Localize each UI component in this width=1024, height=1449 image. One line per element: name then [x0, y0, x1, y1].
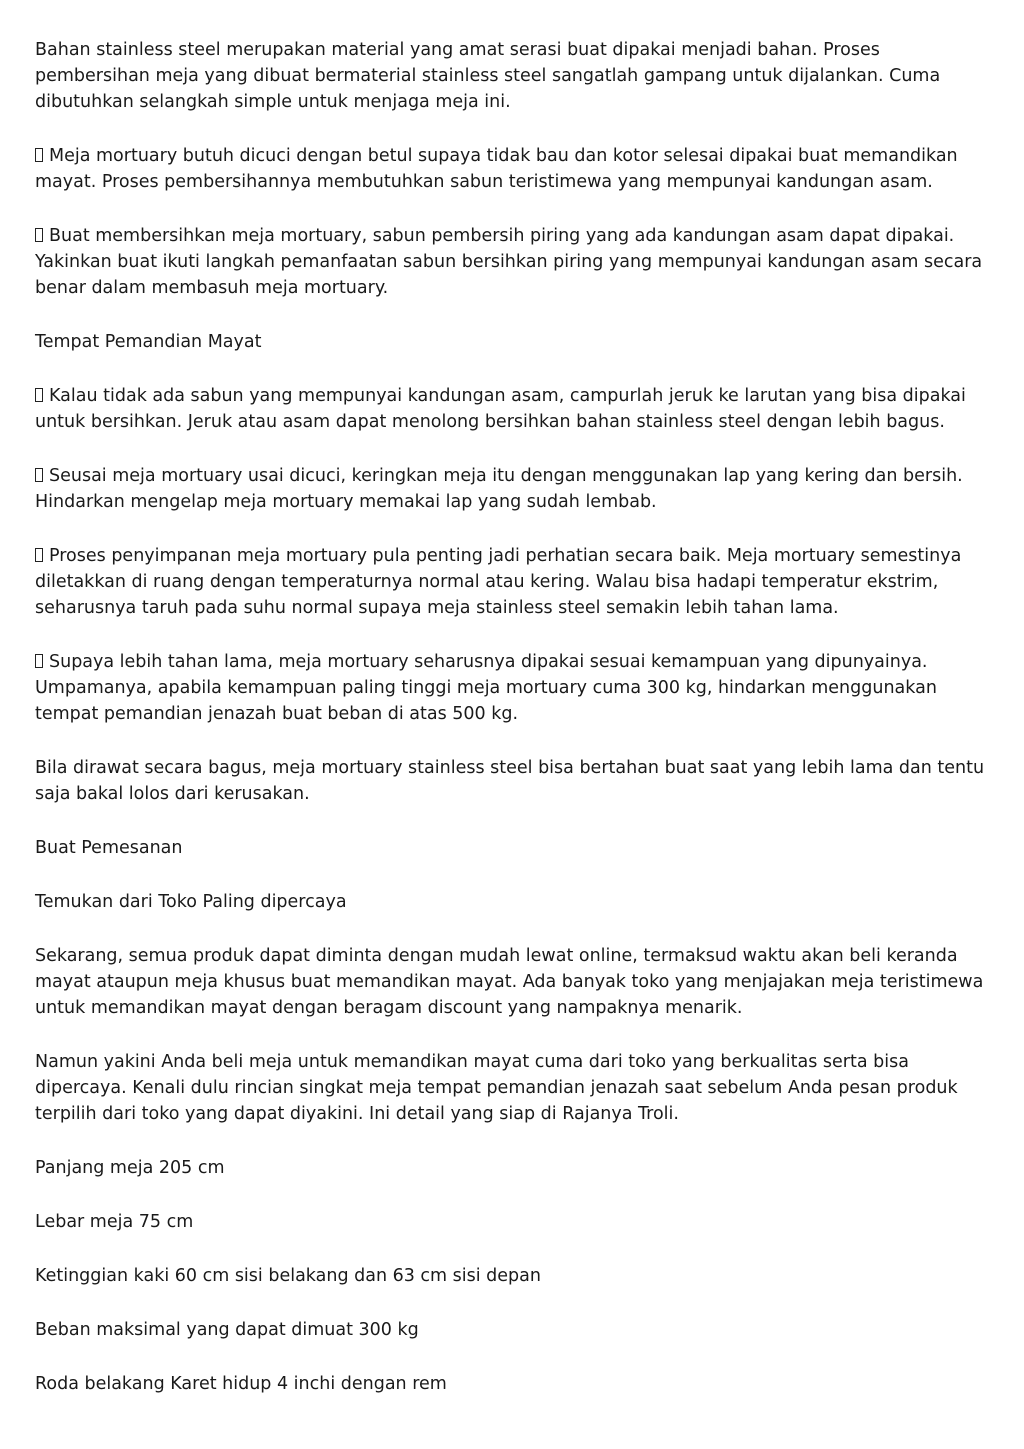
missing-glyph-icon: [35, 388, 43, 402]
bullet-text: Buat membersihkan meja mortuary, sabun pembersih piring yang ada kandungan asam dapat dipakai. Yakinkan buat ikuti langkah pemanfaatan sabun bersihkan piring yang mempunyai kandungan asam secara benar dalam membasuh meja mortuary.: [35, 226, 983, 298]
bullet-paragraph: [35, 463, 995, 515]
spec-line: Panjang meja 205 cm: [35, 1158, 225, 1178]
bullet-paragraph: [35, 223, 995, 301]
bullet-paragraph: [35, 543, 995, 621]
bullet-paragraph: [35, 143, 995, 195]
bullet-paragraph: [35, 649, 995, 727]
spec-line: Beban maksimal yang dapat dimuat 300 kg: [35, 1320, 419, 1340]
paragraph-text: Namun yakini Anda beli meja untuk memandikan mayat cuma dari toko yang berkualitas serta bisa dipercaya. Kenali dulu rincian singkat meja tempat pemandian jenazah saat sebelum Anda pesan produk terpilih dari toko yang dapat diyakini. Ini detail yang siap di Rajanya Troli.: [35, 1052, 958, 1124]
missing-glyph-icon: [35, 468, 43, 482]
bullet-text: Kalau tidak ada sabun yang mempunyai kandungan asam, campurlah jeruk ke larutan yang bisa dipakai untuk bersihkan. Jeruk atau asam dapat menolong bersihkan bahan stainless steel dengan lebih bagus.: [35, 386, 966, 432]
bullet-paragraph: [35, 383, 995, 435]
spec-line: Lebar meja 75 cm: [35, 1212, 194, 1232]
section-heading: Tempat Pemandian Mayat: [35, 332, 262, 352]
bullet-text: Meja mortuary butuh dicuci dengan betul supaya tidak bau dan kotor selesai dipakai buat memandikan mayat. Proses pembersihannya membutuhkan sabun teristimewa yang mempunyai kandungan asam.: [35, 146, 958, 192]
missing-glyph-icon: [35, 228, 43, 242]
missing-glyph-icon: [35, 148, 43, 162]
bullet-text: Seusai meja mortuary usai dicuci, keringkan meja itu dengan menggunakan lap yang kering dan bersih. Hindarkan mengelap meja mortuary memakai lap yang sudah lembab.: [35, 466, 963, 512]
paragraph-intro: Bahan stainless steel merupakan material yang amat serasi buat dipakai menjadi bahan. Proses pembersihan meja yang dibuat bermaterial stainless steel sangatlah gampang untuk dijalankan. Cuma dibutuhkan selangkah simple untuk menjaga meja ini.: [35, 40, 941, 112]
spec-line: Ketinggian kaki 60 cm sisi belakang dan 63 cm sisi depan: [35, 1266, 541, 1286]
paragraph-text: Sekarang, semua produk dapat diminta dengan mudah lewat online, termaksud waktu akan beli keranda mayat ataupun meja khusus buat memandikan mayat. Ada banyak toko yang menjajakan meja teristimewa untuk memandikan mayat dengan beragam discount yang nampaknya menarik.: [35, 946, 984, 1018]
section-heading: Buat Pemesanan: [35, 838, 183, 858]
spec-line: Roda belakang Karet hidup 4 inchi dengan rem: [35, 1374, 447, 1394]
missing-glyph-icon: [35, 548, 43, 562]
bullet-text: Supaya lebih tahan lama, meja mortuary seharusnya dipakai sesuai kemampuan yang dipunyainya. Umpamanya, apabila kemampuan paling tinggi meja mortuary cuma 300 kg, hindarkan menggunakan tempat pemandian jenazah buat beban di atas 500 kg.: [35, 652, 937, 724]
missing-glyph-icon: [35, 654, 43, 668]
section-heading: Temukan dari Toko Paling dipercaya: [35, 892, 347, 912]
document-body: [35, 37, 995, 1425]
bullet-text: Proses penyimpanan meja mortuary pula penting jadi perhatian secara baik. Meja mortuary semestinya diletakkan di ruang dengan temperaturnya normal atau kering. Walau bisa hadapi temperatur ekstrim, seharusnya taruh pada suhu normal supaya meja stainless steel semakin lebih tahan lama.: [35, 546, 962, 618]
paragraph-text: Bila dirawat secara bagus, meja mortuary stainless steel bisa bertahan buat saat yang lebih lama dan tentu saja bakal lolos dari kerusakan.: [35, 758, 985, 804]
